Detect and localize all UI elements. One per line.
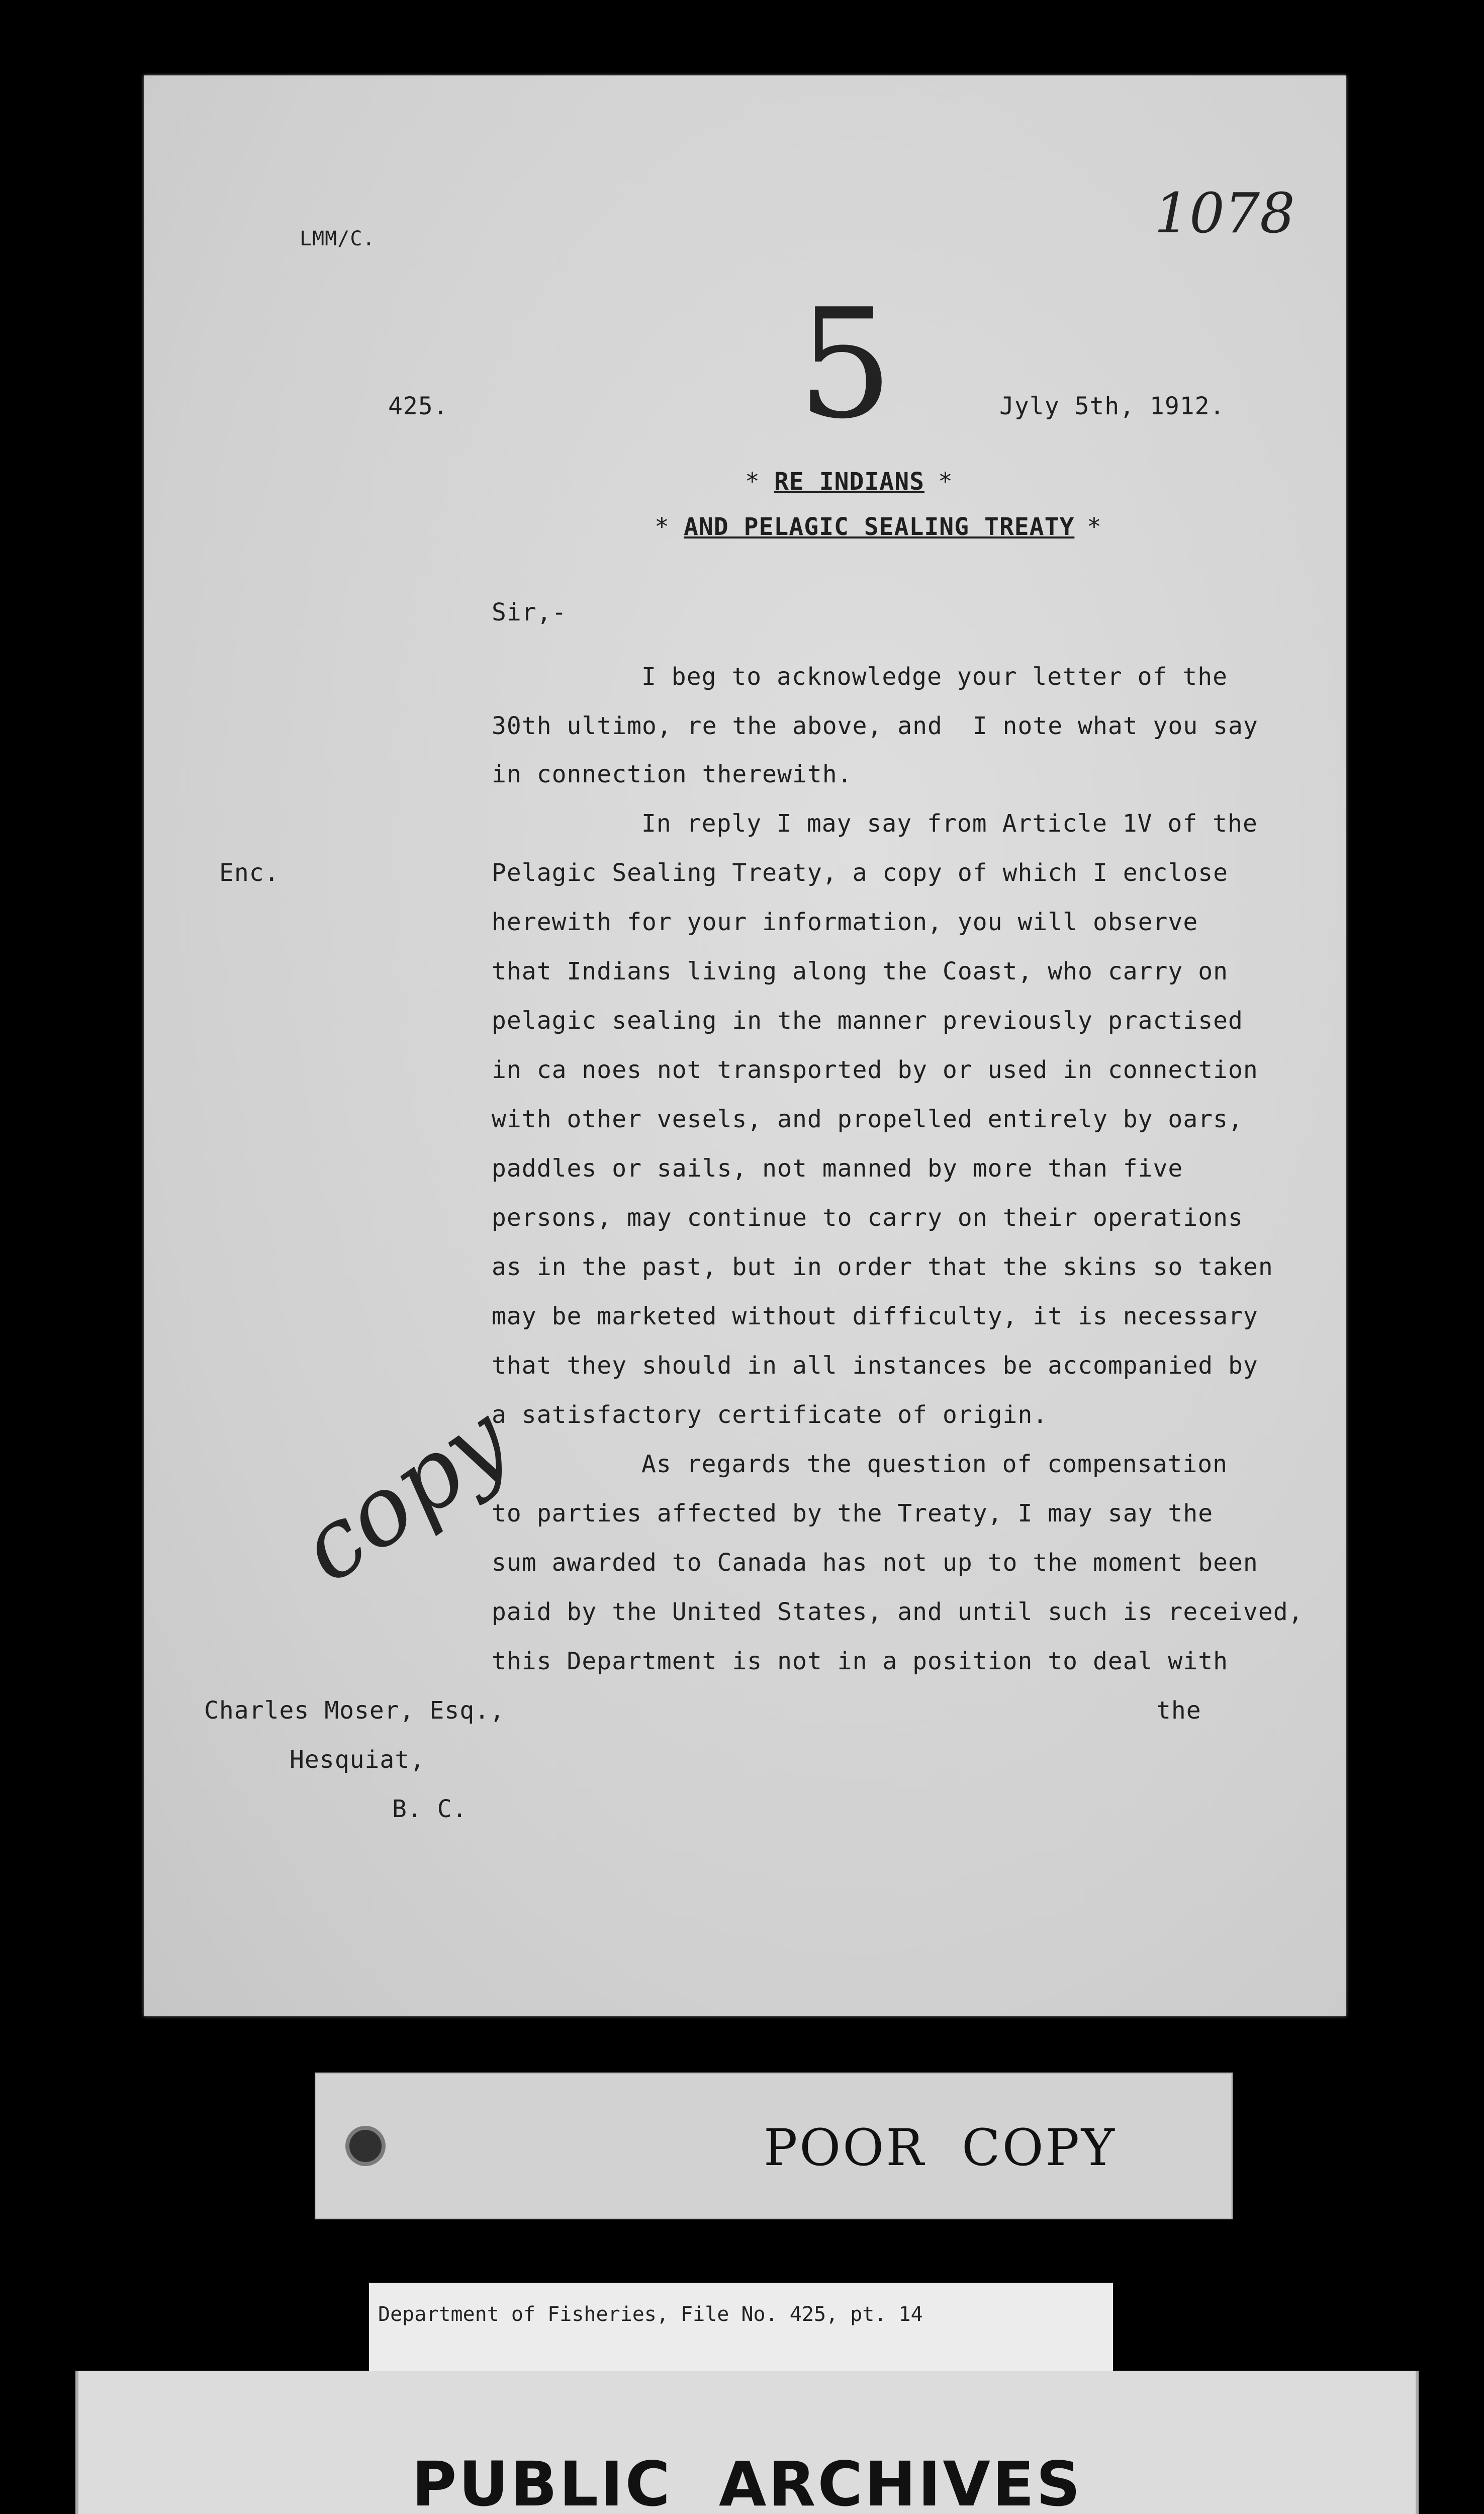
title-line-1: RE INDIANS	[774, 468, 924, 496]
body-line: In reply I may say from Article 1V of the	[641, 810, 1258, 838]
body-line: that Indians living along the Coast, who carry on	[492, 957, 1229, 985]
salutation: Sir,-	[492, 598, 567, 626]
body-line: persons, may continue to carry on their operations	[492, 1204, 1243, 1232]
body-line: that they should in all instances be accompanied by	[492, 1352, 1258, 1380]
handwritten-file-number: 1078	[1154, 181, 1295, 245]
enclosure-note: Enc.	[219, 859, 280, 887]
body-line: may be marketed without difficulty, it is necessary	[492, 1302, 1258, 1330]
body-line: in ca noes not transported by or used in connection	[492, 1056, 1258, 1084]
body-line: paddles or sails, not manned by more than five	[492, 1154, 1183, 1183]
body-line: I beg to acknowledge your letter of the	[641, 663, 1228, 691]
title-star-right-1: *	[938, 468, 953, 496]
copy-handwritten-stamp: copy	[280, 1384, 529, 1605]
addressee-province: B. C.	[392, 1795, 468, 1823]
addressee-name: Charles Moser, Esq.,	[204, 1696, 505, 1725]
body-line: Pelagic Sealing Treaty, a copy of which I enclose	[492, 859, 1229, 887]
body-line: a satisfactory certificate of origin.	[492, 1401, 1048, 1429]
poor-copy-tag	[315, 2073, 1233, 2219]
body-line: to parties affected by the Treaty, I may say the	[492, 1499, 1214, 1528]
body-line: herewith for your information, you will observe	[492, 908, 1198, 936]
body-line: As regards the question of compensation	[641, 1450, 1228, 1478]
title-star-left-1: *	[745, 468, 760, 496]
letter-page	[144, 75, 1346, 2016]
body-line: sum awarded to Canada has not up to the moment been	[492, 1549, 1258, 1577]
continued-word: the	[1156, 1696, 1201, 1725]
body-line: with other vesels, and propelled entirely by oars,	[492, 1105, 1243, 1133]
body-line: in connection therewith.	[492, 760, 853, 788]
body-line: as in the past, but in order that the skins so taken	[492, 1253, 1273, 1281]
handwritten-mark: 5	[797, 277, 893, 452]
body-line: 30th ultimo, re the above, and I note what you say	[492, 712, 1258, 740]
letter-number: 425.	[388, 392, 448, 420]
file-label	[369, 2283, 1113, 2378]
addressee-town: Hesquiat,	[290, 1746, 425, 1774]
poor-copy-label: POOR COPY	[764, 2118, 1117, 2177]
body-line: paid by the United States, and until such is received,	[492, 1598, 1304, 1626]
file-reference-text: Department of Fisheries, File No. 425, pt. 14	[378, 2303, 923, 2326]
archives-line-english: PUBLIC ARCHIVES	[411, 2449, 1083, 2514]
archives-card	[75, 2371, 1419, 2514]
letter-date: Jyly 5th, 1912.	[999, 392, 1225, 420]
file-reference: LMM/C.	[300, 227, 376, 250]
title-star-left-2: *	[655, 513, 670, 541]
title-star-right-2: *	[1087, 513, 1102, 541]
tag-hole	[345, 2126, 386, 2166]
title-line-2: AND PELAGIC SEALING TREATY	[684, 513, 1075, 541]
body-line: this Department is not in a position to deal with	[492, 1647, 1229, 1675]
body-line: pelagic sealing in the manner previously practised	[492, 1007, 1243, 1035]
